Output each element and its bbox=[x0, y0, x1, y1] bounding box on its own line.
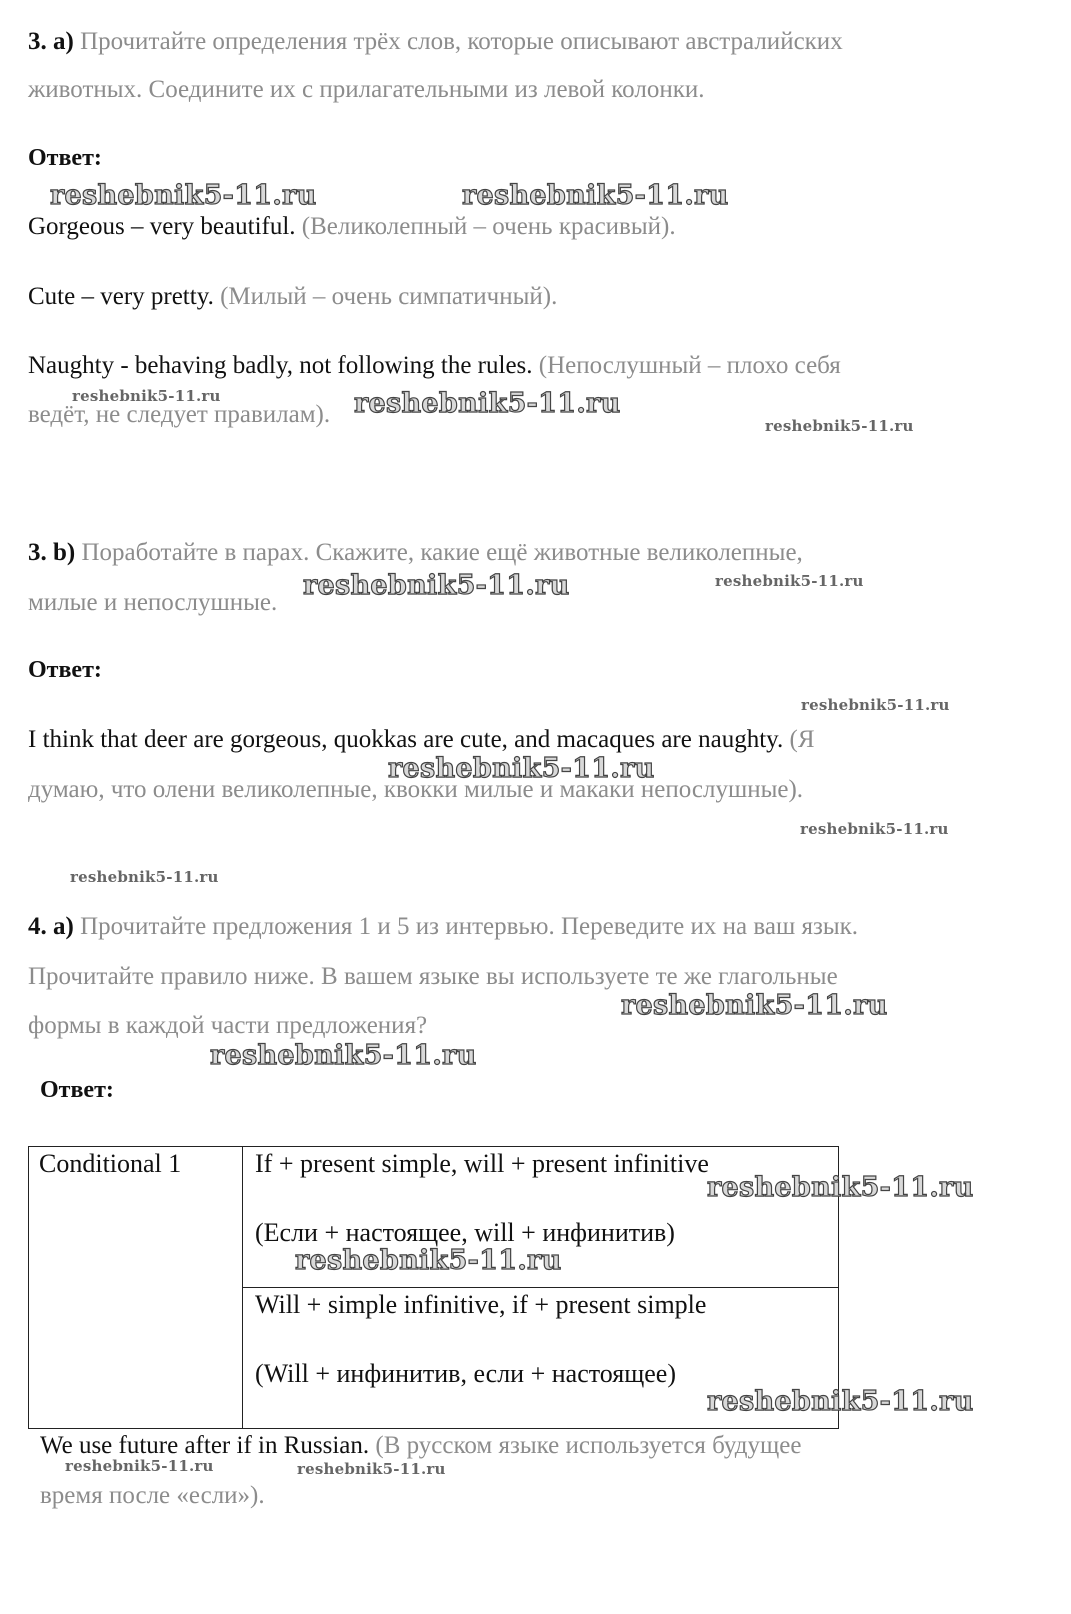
watermark: reshebnik5-11.ru bbox=[303, 570, 570, 601]
q3a-answer-3-ru-line2: ведёт, не следует правилам). bbox=[28, 401, 331, 428]
q3b-number: 3. b) bbox=[28, 539, 76, 566]
watermark: reshebnik5-11.ru bbox=[297, 1460, 446, 1478]
watermark: reshebnik5-11.ru bbox=[295, 1245, 562, 1276]
q3a-answer-3-en: Naughty - behaving badly, not following the rules. bbox=[28, 352, 533, 379]
q3b-prompt-line2: милые и непослушные. bbox=[28, 589, 278, 616]
conditional-row2-en: Will + simple infinitive, if + present simple bbox=[255, 1290, 707, 1319]
watermark: reshebnik5-11.ru bbox=[50, 180, 317, 211]
watermark: reshebnik5-11.ru bbox=[354, 388, 621, 419]
watermark: reshebnik5-11.ru bbox=[765, 417, 914, 435]
q3a-answer-1 bbox=[28, 212, 676, 242]
watermark: reshebnik5-11.ru bbox=[707, 1386, 974, 1417]
q3a-answer-2-ru: (Милый – очень симпатичный). bbox=[220, 283, 558, 310]
q4a-final-en: We use future after if in Russian. bbox=[40, 1432, 370, 1459]
watermark: reshebnik5-11.ru bbox=[715, 572, 864, 590]
watermark: reshebnik5-11.ru bbox=[210, 1040, 477, 1071]
q4a-line1 bbox=[28, 912, 858, 942]
q4a-final-ru-line2: время после «если»). bbox=[40, 1482, 265, 1509]
q3a-answer-1-ru: (Великолепный – очень красивый). bbox=[301, 213, 676, 240]
q3b-answer-line1 bbox=[28, 725, 815, 755]
q3a-answer-2-en: Cute – very pretty. bbox=[28, 283, 214, 310]
q3a-prompt-line2: животных. Соедините их с прилагательными из левой колонки. bbox=[28, 76, 705, 103]
q3a-answer-1-en: Gorgeous – very beautiful. bbox=[28, 213, 296, 240]
watermark: reshebnik5-11.ru bbox=[65, 1457, 214, 1475]
q3a-answer-2 bbox=[28, 282, 557, 312]
watermark: reshebnik5-11.ru bbox=[621, 990, 888, 1021]
q4a-number: 4. a) bbox=[28, 913, 74, 940]
q3a-line1 bbox=[28, 27, 843, 57]
conditional-row1-ru: (Если + настоящее, will + инфинитив) bbox=[255, 1218, 675, 1247]
q4a-prompt-line1: Прочитайте предложения 1 и 5 из интервью. Переведите их на ваш язык. bbox=[80, 913, 859, 940]
q3b-answer-en: I think that deer are gorgeous, quokkas are cute, and macaques are naughty. bbox=[28, 726, 784, 753]
q4a-prompt-line3: формы в каждой части предложения? bbox=[28, 1012, 428, 1039]
conditional-row1-en: If + present simple, will + present infinitive bbox=[255, 1149, 709, 1178]
q3a-prompt-line1: Прочитайте определения трёх слов, которые описывают австралийских bbox=[80, 28, 843, 55]
q3a-answer-3 bbox=[28, 351, 841, 381]
q3b-answer-ru-line2: думаю, что олени великолепные, квокки милые и макаки непослушные). bbox=[28, 776, 804, 803]
q3b-answer-ru-line1: (Я bbox=[789, 726, 815, 753]
conditional-row2-ru: (Will + инфинитив, если + настоящее) bbox=[255, 1359, 676, 1388]
q4a-prompt-line2: Прочитайте правило ниже. В вашем языке вы используете те же глагольные bbox=[28, 963, 838, 990]
q3a-number: 3. a) bbox=[28, 28, 74, 55]
conditional-label: Conditional 1 bbox=[39, 1149, 182, 1178]
q4a-answer-label: Ответ: bbox=[40, 1077, 114, 1103]
watermark: reshebnik5-11.ru bbox=[72, 387, 221, 405]
q3b-prompt-line1: Поработайте в парах. Скажите, какие ещё животные великолепные, bbox=[81, 539, 803, 566]
q3a-answer-3-ru-line1: (Непослушный – плохо себя bbox=[538, 352, 841, 379]
watermark: reshebnik5-11.ru bbox=[707, 1172, 974, 1203]
q3b-answer-label: Ответ: bbox=[28, 657, 102, 683]
watermark: reshebnik5-11.ru bbox=[70, 868, 219, 886]
conditional-label-cell bbox=[29, 1147, 243, 1429]
watermark: reshebnik5-11.ru bbox=[801, 696, 950, 714]
watermark: reshebnik5-11.ru bbox=[800, 820, 949, 838]
watermark: reshebnik5-11.ru bbox=[462, 180, 729, 211]
q3a-answer-label: Ответ: bbox=[28, 145, 102, 171]
q3b-line1 bbox=[28, 538, 803, 568]
q4a-final-ru-line1: (В русском языке используется будущее bbox=[375, 1432, 802, 1459]
watermark: reshebnik5-11.ru bbox=[388, 753, 655, 784]
